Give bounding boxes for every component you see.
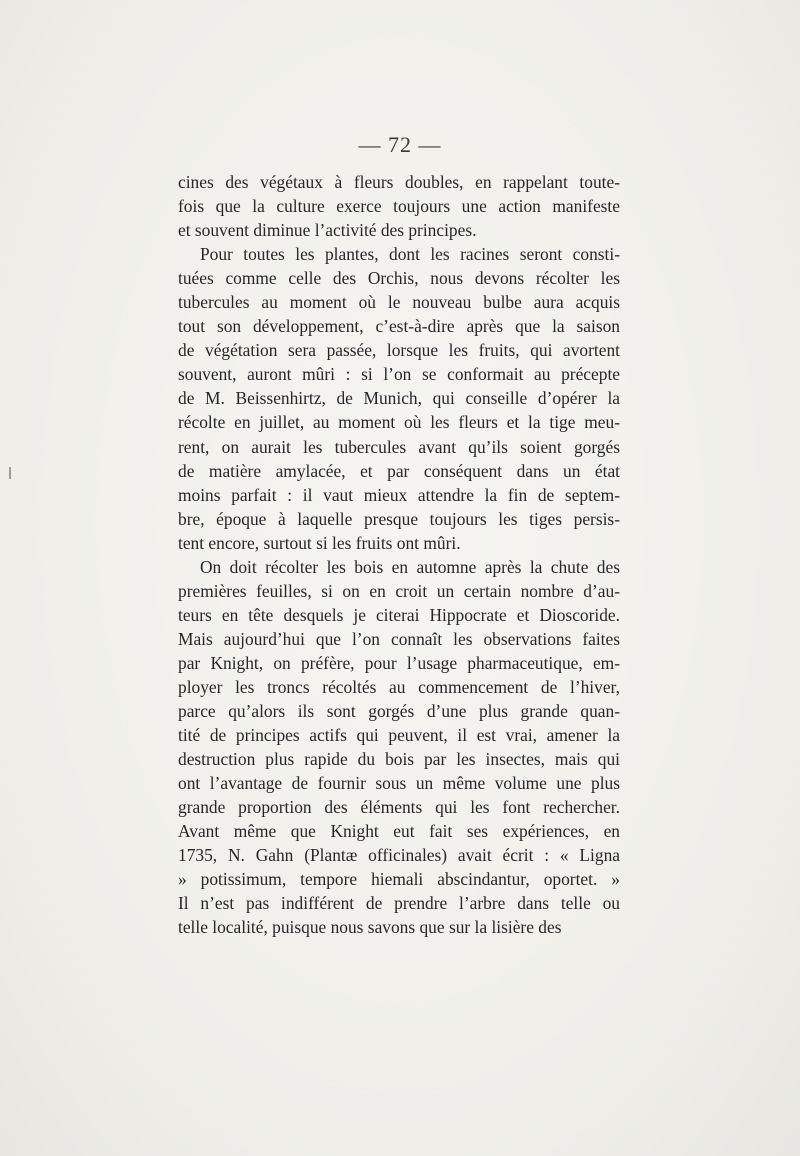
text-line: Avant même que Knight eut fait ses expériences, en bbox=[178, 821, 620, 842]
text-line: premières feuilles, si on en croit un certain nombre d’au- bbox=[178, 580, 620, 601]
text-line: parce qu’alors ils sont gorgés d’une plus grande quan- bbox=[178, 701, 620, 722]
text-line: de végétation sera passée, lorsque les fruits, qui avortent bbox=[178, 340, 620, 361]
text-line: souvent, auront mûri : si l’on se conformait au précepte bbox=[178, 364, 620, 385]
text-line: de M. Beissenhirtz, de Munich, qui conseille d’opérer la bbox=[178, 388, 620, 409]
text-line: fois que la culture exerce toujours une action manifeste bbox=[178, 196, 620, 217]
text-line: tubercules au moment où le nouveau bulbe aura acquis bbox=[178, 292, 620, 313]
text-line: On doit récolter les bois en automne après la chute des bbox=[200, 556, 620, 577]
text-line: 1735, N. Gahn (Plantæ officinales) avait écrit : « Ligna bbox=[178, 845, 620, 866]
text-line: tout son développement, c’est-à-dire après que la saison bbox=[178, 316, 620, 337]
text-line: grande proportion des éléments qui les font rechercher. bbox=[178, 797, 620, 818]
text-line: rent, on aurait les tubercules avant qu’ils soient gorgés bbox=[178, 436, 620, 457]
text-line: de matière amylacée, et par conséquent dans un état bbox=[178, 460, 620, 481]
text-line: tuées comme celle des Orchis, nous devons récolter les bbox=[178, 268, 620, 289]
text-line: récolte en juillet, au moment où les fleurs et la tige meu- bbox=[178, 412, 620, 433]
page-number: — 72 — bbox=[358, 132, 442, 157]
text-line: cines des végétaux à fleurs doubles, en rappelant toute- bbox=[178, 172, 620, 192]
text-line: Mais aujourd’hui que l’on connaît les observations faites bbox=[178, 628, 620, 649]
text-line: bre, époque à laquelle presque toujours les tiges persis- bbox=[178, 508, 620, 529]
text-line: Il n’est pas indifférent de prendre l’arbre dans telle ou bbox=[178, 893, 620, 914]
text-line: tité de principes actifs qui peuvent, il est vrai, amener la bbox=[178, 725, 620, 746]
text-line: ployer les troncs récoltés au commencement de l’hiver, bbox=[178, 676, 620, 697]
paragraph bbox=[178, 555, 620, 940]
text-line: destruction plus rapide du bois par les insectes, mais qui bbox=[178, 749, 620, 770]
text-line: par Knight, on préfère, pour l’usage pharmaceutique, em- bbox=[178, 652, 620, 673]
text-line: » potissimum, tempore hiemali abscindantur, oportet. » bbox=[178, 869, 620, 890]
body-text bbox=[178, 170, 620, 940]
paragraph bbox=[178, 242, 620, 555]
margin-mark bbox=[9, 467, 11, 479]
text-line: tent encore, surtout si les fruits ont mûri. bbox=[178, 532, 461, 553]
text-line: moins parfait : il vaut mieux attendre la fin de septem- bbox=[178, 484, 620, 505]
text-line: ont l’avantage de fournir sous un même volume une plus bbox=[178, 773, 620, 794]
text-line: Pour toutes les plantes, dont les racines seront consti- bbox=[200, 244, 620, 265]
paragraph bbox=[178, 170, 620, 242]
text-line: teurs en tête desquels je citerai Hippocrate et Dioscoride. bbox=[178, 604, 620, 625]
text-line: et souvent diminue l’activité des principes. bbox=[178, 220, 477, 241]
text-line: telle localité, puisque nous savons que sur la lisière des bbox=[178, 917, 562, 938]
